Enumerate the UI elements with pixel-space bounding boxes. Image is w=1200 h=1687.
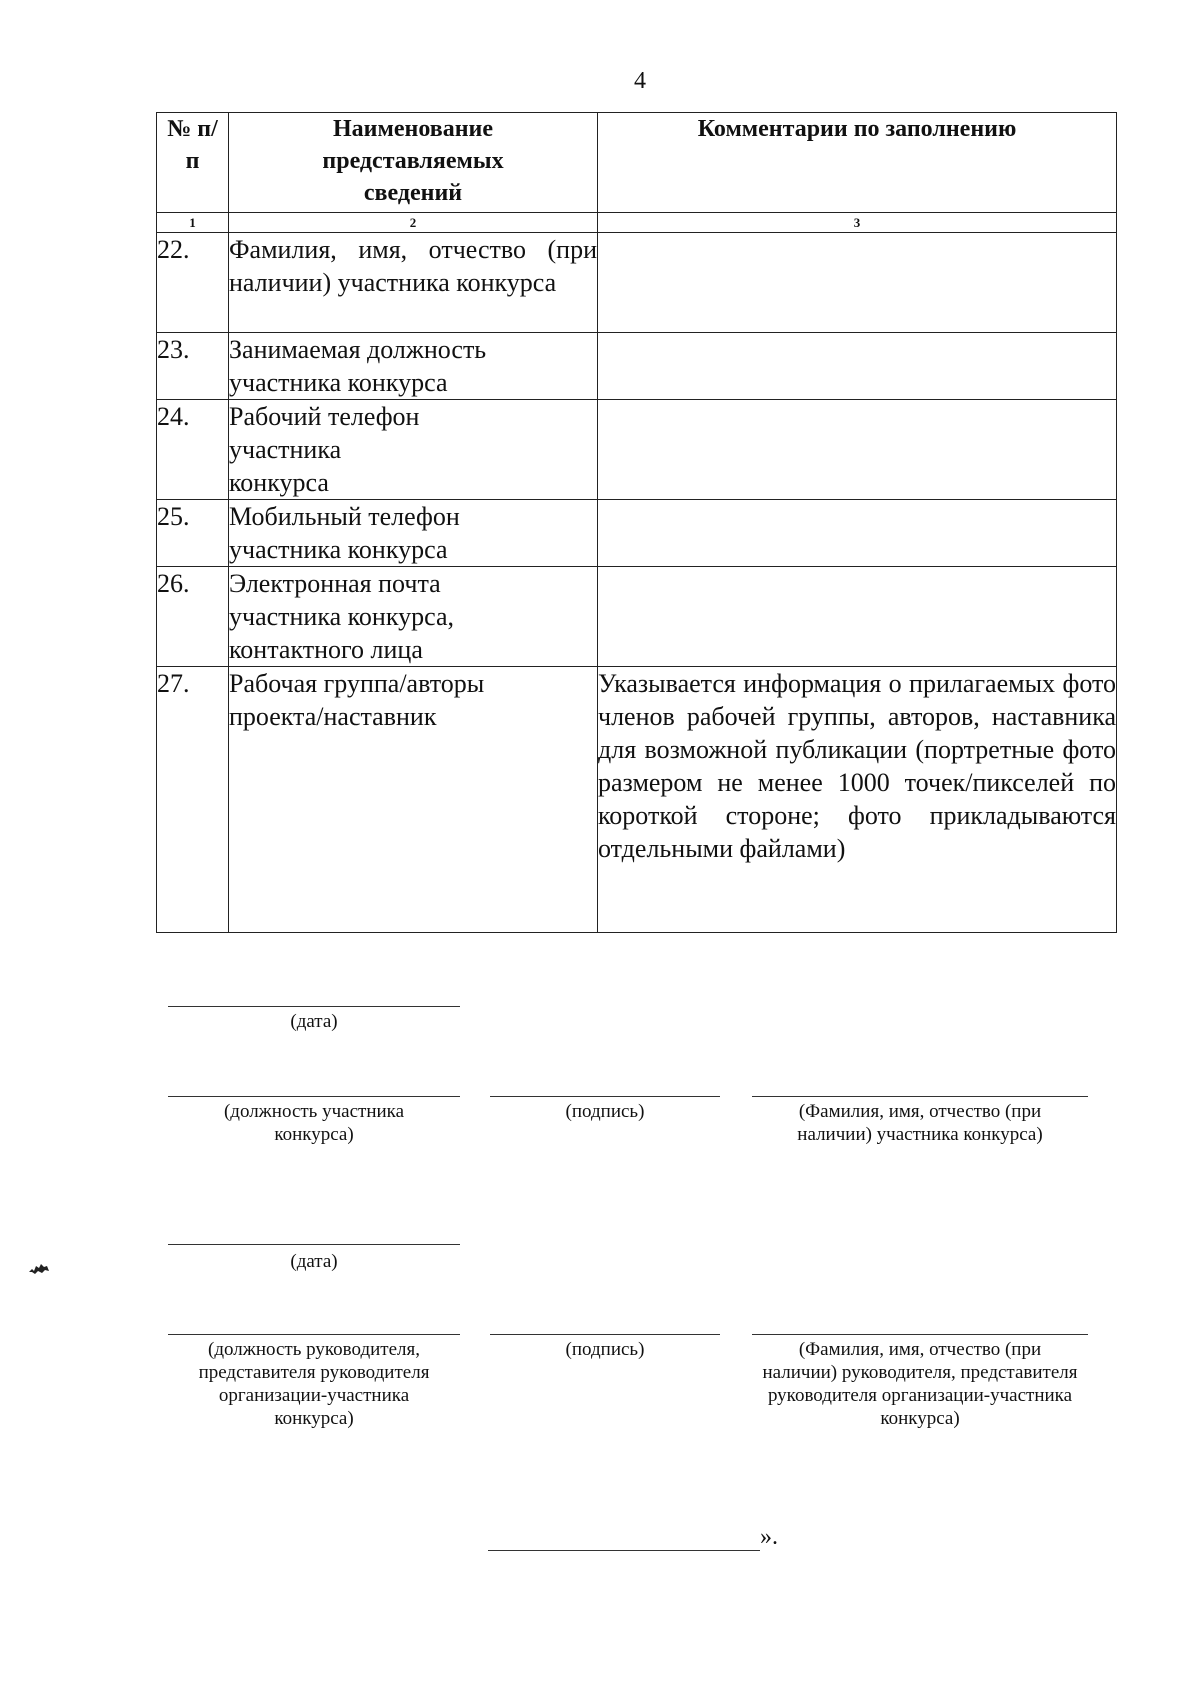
header-comment: Комментарии по заполнению — [598, 113, 1117, 213]
date-line — [168, 1006, 460, 1007]
table-row — [157, 400, 1117, 500]
row-comment — [598, 400, 1117, 500]
row-number: 27. — [157, 667, 229, 933]
row-comment — [598, 333, 1117, 400]
page-number: 4 — [634, 68, 646, 94]
row-number: 22. — [157, 233, 229, 333]
row-name: Электронная почта участника конкурса, контактного лица — [229, 567, 598, 667]
position-label: (должность руководителя, представителя руководителя организации-участника конкурса) — [198, 1339, 430, 1429]
closing-mark-block — [488, 1524, 818, 1551]
scan-artifact — [28, 1262, 50, 1274]
full-name-line — [752, 1334, 1088, 1335]
header-name: Наименование представляемых сведений — [229, 113, 598, 213]
row-name: Рабочий телефон участника конкурса — [229, 400, 598, 500]
table-row — [157, 667, 1117, 933]
row-number: 24. — [157, 400, 229, 500]
table-row — [157, 233, 1117, 333]
table-row — [157, 333, 1117, 400]
row-comment — [598, 233, 1117, 333]
full-name-line — [752, 1096, 1088, 1097]
header-number: № п/п — [157, 113, 229, 213]
date-label: (дата) — [290, 1251, 338, 1272]
row-name: Рабочая группа/авторы проекта/наставник — [229, 667, 598, 933]
row-name: Фамилия, имя, отчество (при наличии) участника конкурса — [229, 233, 598, 333]
signature-line — [490, 1334, 720, 1335]
full-name-label: (Фамилия, имя, отчество (при наличии) руководителя, представителя руководителя организации-участника конкурса) — [762, 1339, 1078, 1429]
column-number: 2 — [229, 213, 598, 233]
full-name-label: (Фамилия, имя, отчество (при наличии) участника конкурса) — [797, 1101, 1043, 1145]
closing-line — [488, 1528, 760, 1551]
row-number: 25. — [157, 500, 229, 567]
form-table — [156, 112, 1117, 933]
row-number: 23. — [157, 333, 229, 400]
row-comment: Указывается информация о прилагаемых фото членов рабочей группы, авторов, наставника для возможной публикации (портретные фото размером не менее 1000 точек/пикселей по короткой стороне; фото прикладываются отдельными файлами) — [598, 667, 1117, 933]
column-number: 3 — [598, 213, 1117, 233]
position-line — [168, 1096, 460, 1097]
signature-label: (подпись) — [565, 1101, 645, 1122]
closing-mark: ». — [760, 1524, 778, 1550]
row-comment — [598, 500, 1117, 567]
table-header-row — [157, 113, 1117, 213]
table-row — [157, 500, 1117, 567]
position-line — [168, 1334, 460, 1335]
row-name: Занимаемая должность участника конкурса — [229, 333, 598, 400]
row-comment — [598, 567, 1117, 667]
column-number: 1 — [157, 213, 229, 233]
signature-label: (подпись) — [565, 1339, 645, 1360]
signature-line — [490, 1096, 720, 1097]
table-row — [157, 567, 1117, 667]
column-number-row — [157, 213, 1117, 233]
date-line — [168, 1244, 460, 1245]
date-label: (дата) — [290, 1011, 338, 1032]
position-label: (должность участника конкурса) — [223, 1101, 405, 1145]
row-number: 26. — [157, 567, 229, 667]
row-name: Мобильный телефон участника конкурса — [229, 500, 598, 567]
